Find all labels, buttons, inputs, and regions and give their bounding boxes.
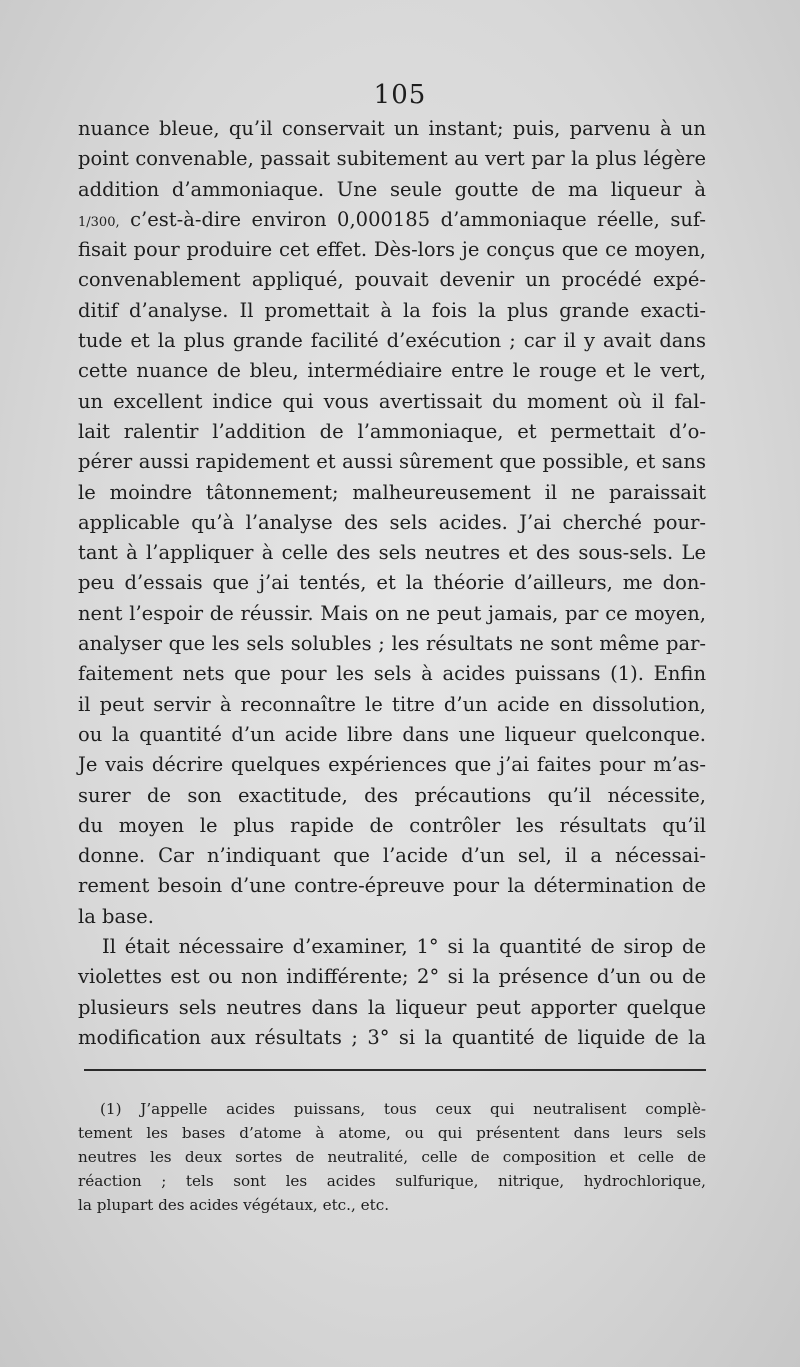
page-number: 105 [373, 80, 427, 110]
fraction: 1/300, [78, 214, 120, 230]
text-line: Je vais décrire quelques expériences que j’ai faites pour m’as- [78, 753, 706, 777]
text-line: du moyen le plus rapide de contrôler les résultats qu’il [78, 813, 706, 837]
footnote-line: réaction ; tels sont les acides sulfurique, nitrique, hydrochlorique, [78, 1172, 706, 1190]
text-line: rement besoin d’une contre-épreuve pour la détermination de [78, 874, 706, 898]
text-line: tude et la plus grande facilité d’exécution ; car il y avait dans [78, 329, 706, 353]
footnote-line: neutres les deux sortes de neutralité, celle de composition et celle de [78, 1148, 706, 1166]
text-line: applicable qu’à l’analyse des sels acides. J’ai cherché pour- [78, 510, 706, 534]
text-line: donne. Car n’indiquant que l’acide d’un sel, il a nécessai- [78, 844, 706, 868]
text-line: nent l’espoir de réussir. Mais on ne peut jamais, par ce moyen, [78, 601, 706, 625]
text-line: addition d’ammoniaque. Une seule goutte de ma liqueur à [78, 177, 706, 201]
footnote [78, 1097, 706, 1217]
body-text [78, 114, 706, 1053]
text-line: il peut servir à reconnaître le titre d’un acide en dissolution, [78, 692, 706, 716]
text-line: la base. [78, 904, 154, 928]
text-line: ou la quantité d’un acide libre dans une liqueur quelconque. [78, 722, 706, 746]
text-line: analyser que les sels solubles ; les résultats ne sont même par- [78, 632, 706, 656]
text-line: peu d’essais que j’ai tentés, et la théorie d’ailleurs, me don- [78, 571, 706, 595]
text-line: c’est-à-dire environ 0,000185 d’ammoniaque réelle, suf- [130, 207, 706, 231]
footnote-line: la plupart des acides végétaux, etc., etc. [78, 1196, 390, 1214]
text-line: faitement nets que pour les sels à acides puissans (1). Enfin [78, 662, 706, 686]
text-line: Il était nécessaire d’examiner, 1° si la quantité de sirop de [102, 935, 706, 959]
text-line: convenablement appliqué, pouvait devenir un procédé expé- [78, 268, 706, 292]
text-line: plusieurs sels neutres dans la liqueur peut apporter quelque [78, 995, 706, 1019]
footnote-rule [84, 1069, 706, 1071]
text-line: le moindre tâtonnement; malheureusement il ne paraissait [78, 480, 706, 504]
text-line: nuance bleue, qu’il conservait un instant; puis, parvenu à un [78, 117, 706, 140]
text-line: pérer aussi rapidement et aussi sûrement que possible, et sans [78, 450, 706, 474]
footnote-line: tement les bases d’atome à atome, ou qui présentent dans leurs sels [78, 1124, 706, 1142]
footnote-line: (1) J’appelle acides puissans, tous ceux qui neutralisent complè- [100, 1100, 706, 1118]
text-line: ditif d’analyse. Il promettait à la fois la plus grande exacti- [78, 298, 706, 322]
text-line: surer de son exactitude, des précautions qu’il nécessite, [78, 783, 706, 807]
text-line-with-fraction [78, 205, 706, 235]
text-line: lait ralentir l’addition de l’ammoniaque, et permettait d’o- [78, 419, 706, 443]
text-line: tant à l’appliquer à celle des sels neutres et des sous-sels. Le [78, 541, 706, 565]
text-line: modification aux résultats ; 3° si la quantité de liquide de la [78, 1025, 706, 1049]
text-line: violettes est ou non indifférente; 2° si la présence d’un ou de [78, 965, 706, 989]
text-line: point convenable, passait subitement au vert par la plus légère [78, 147, 706, 171]
text-line: cette nuance de bleu, intermédiaire entre le rouge et le vert, [78, 359, 706, 383]
text-line: un excellent indice qui vous avertissait du moment où il fal- [78, 389, 706, 413]
text-line: fisait pour produire cet effet. Dès-lors je conçus que ce moyen, [78, 238, 706, 262]
